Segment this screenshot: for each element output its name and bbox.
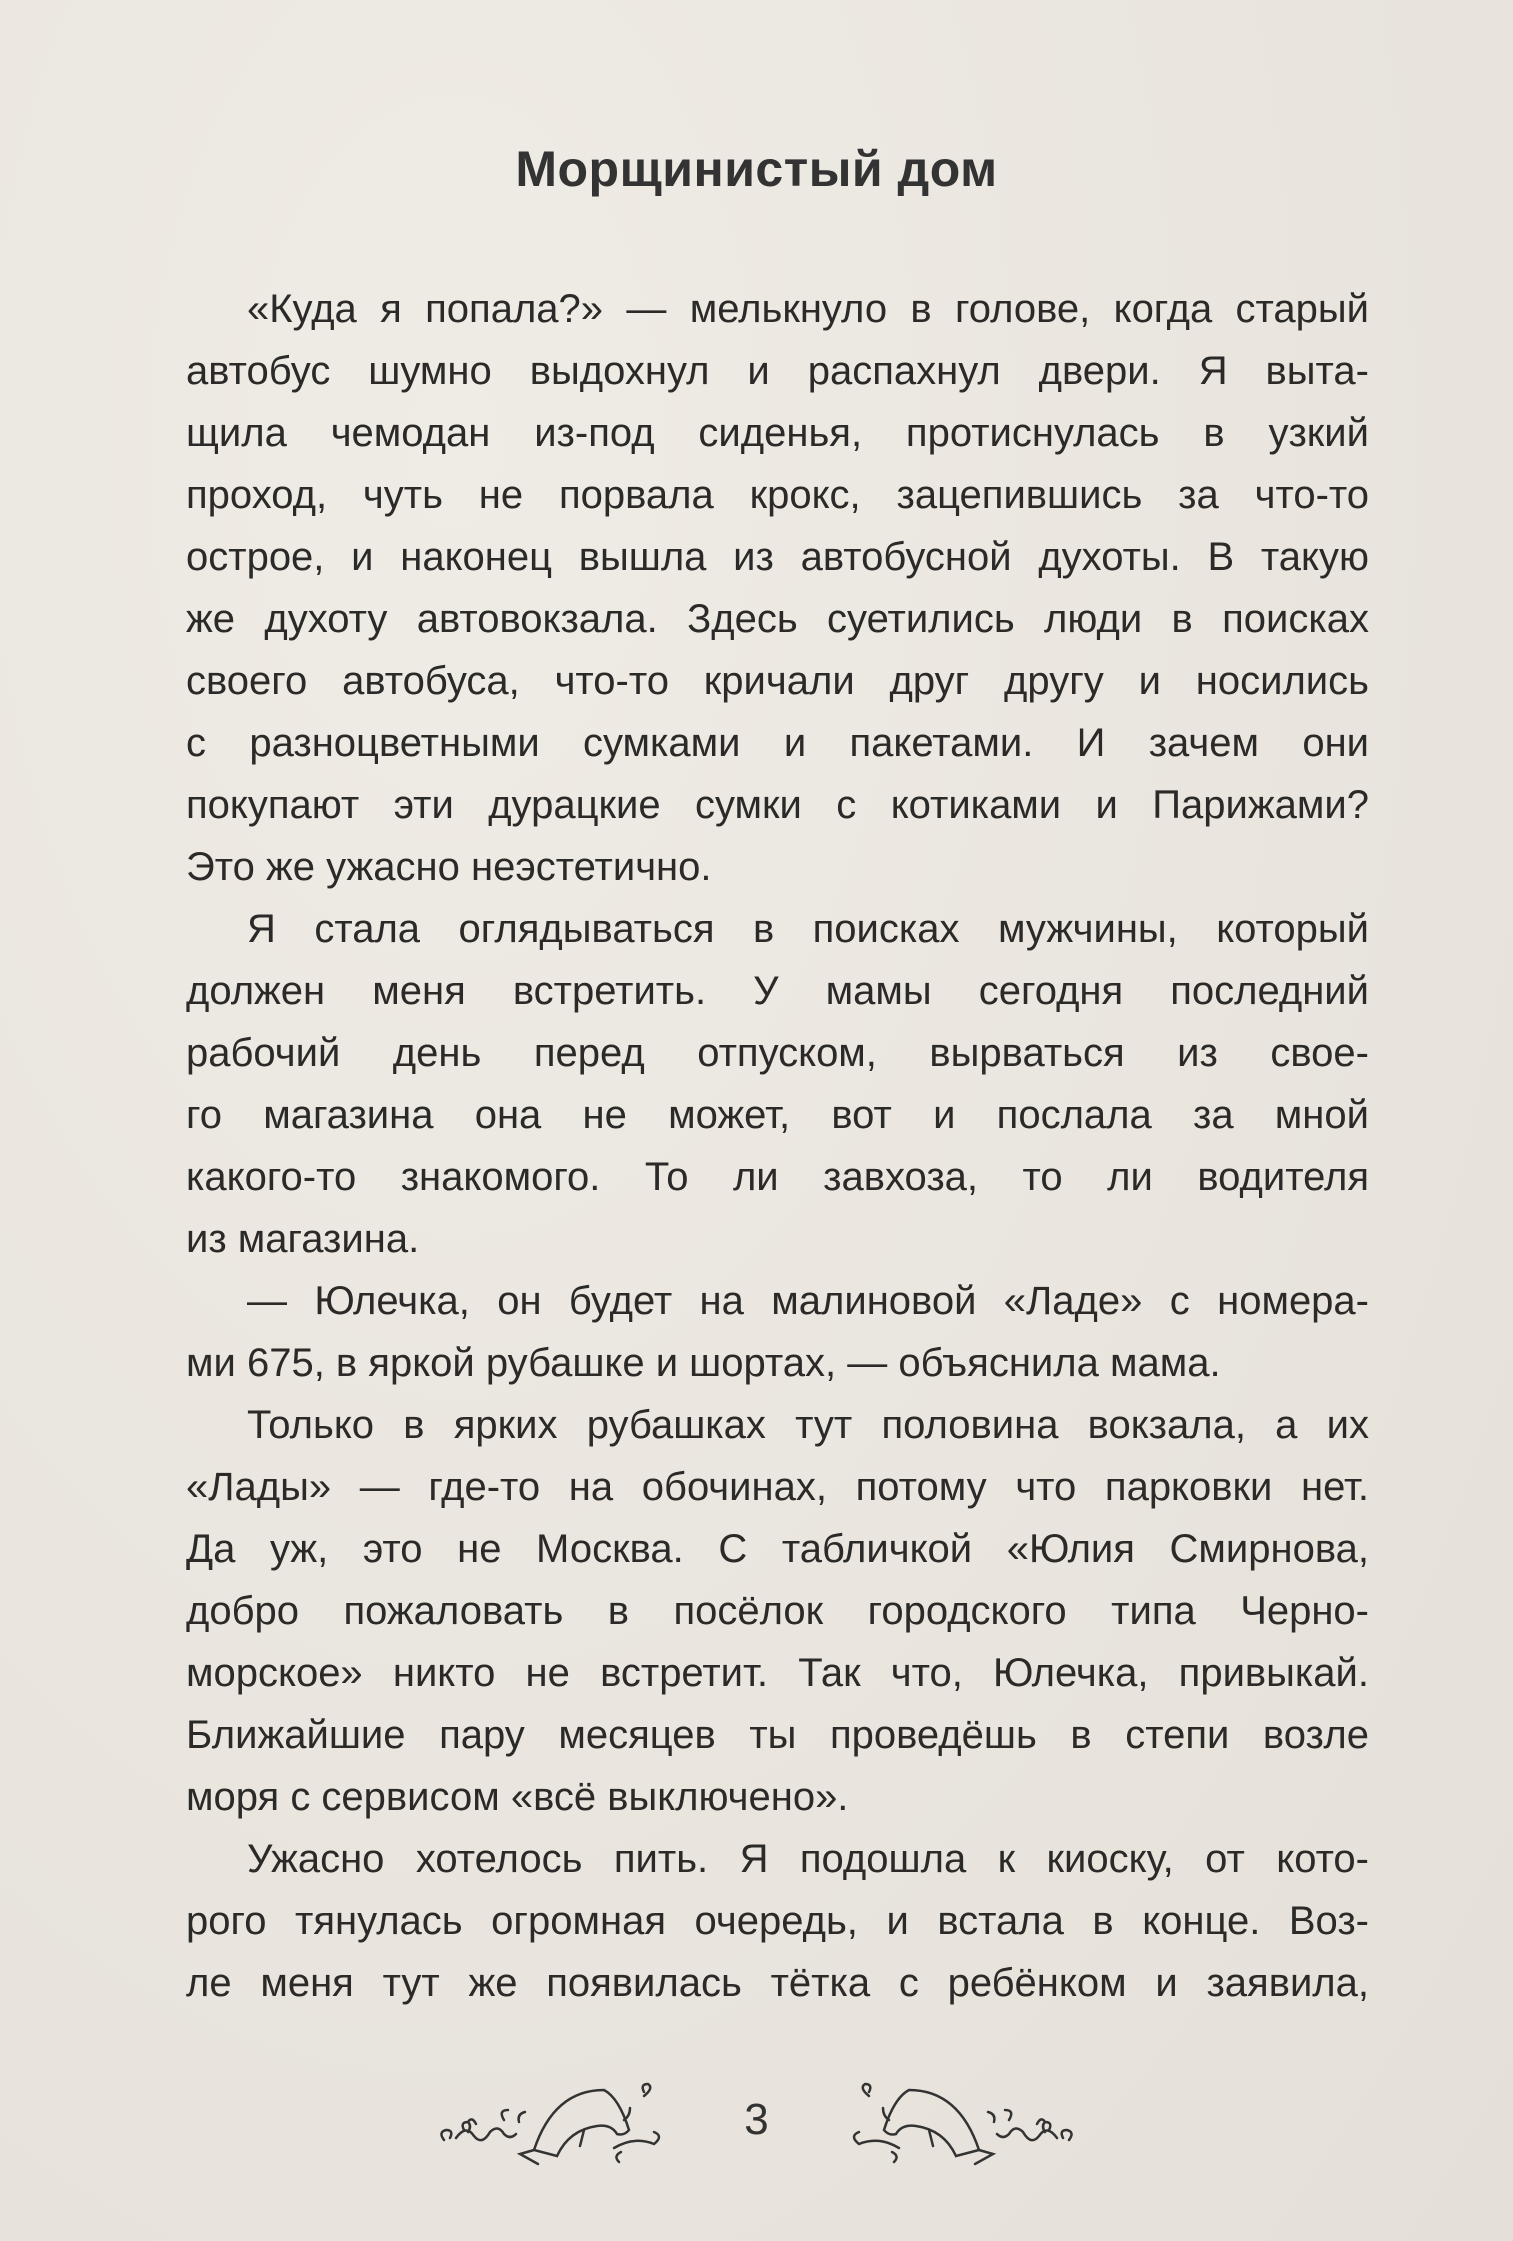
text-line: Это же ужасно неэстетично. — [186, 845, 712, 889]
text-line: Только в ярких рубашках тут половина вокзала, а их — [247, 1403, 1369, 1447]
text-line: морское» никто не встретит. Так что, Юлечка, привыкай. — [186, 1651, 1369, 1695]
text-line: из магазина. — [186, 1217, 420, 1261]
text-line: же духоту автовокзала. Здесь суетились люди в поисках — [186, 597, 1369, 641]
text-line: с разноцветными сумками и пакетами. И зачем они — [186, 721, 1369, 765]
text-line: проход, чуть не порвала крокс, зацепившись за что-то — [186, 473, 1369, 517]
text-line: Ужасно хотелось пить. Я подошла к киоску, от кото- — [247, 1837, 1369, 1881]
text-line: Да уж, это не Москва. С табличкой «Юлия Смирнова, — [186, 1527, 1369, 1571]
chapter-title: Морщинистый дом — [515, 141, 998, 197]
text-line: рого тянулась огромная очередь, и встала в конце. Воз- — [186, 1899, 1369, 1943]
text-line: Ближайшие пару месяцев ты проведёшь в степи возле — [186, 1713, 1369, 1757]
text-line: рабочий день перед отпуском, вырваться из свое- — [186, 1031, 1369, 1075]
text-line: ле меня тут же появилась тётка с ребёнком и заявила, — [186, 1961, 1369, 2005]
text-line: покупают эти дурацкие сумки с котиками и Парижами? — [186, 783, 1369, 827]
text-line: своего автобуса, что-то кричали друг другу и носились — [186, 659, 1369, 703]
text-line: должен меня встретить. У мамы сегодня последний — [186, 969, 1369, 1013]
text-line: добро пожаловать в посёлок городского типа Черно- — [186, 1589, 1369, 1633]
text-line: острое, и наконец вышла из автобусной духоты. В такую — [186, 535, 1369, 579]
dolphin-ornament-left-icon — [434, 2070, 704, 2170]
text-line: Я стала оглядываться в поисках мужчины, который — [247, 907, 1369, 951]
body-text — [186, 278, 1369, 2014]
text-line: «Лады» — где-то на обочинах, потому что парковки нет. — [186, 1465, 1369, 1509]
text-line: ми 675, в яркой рубашке и шортах, — объяснила мама. — [186, 1341, 1221, 1385]
text-line: — Юлечка, он будет на малиновой «Ладе» с номера- — [247, 1279, 1369, 1323]
text-line: го магазина она не может, вот и послала за мной — [186, 1093, 1369, 1137]
page-footer — [0, 2070, 1513, 2170]
text-line: щила чемодан из-под сиденья, протиснулась в узкий — [186, 411, 1369, 455]
text-line: «Куда я попала?» — мелькнуло в голове, когда старый — [247, 287, 1369, 331]
page-number: 3 — [744, 2095, 769, 2144]
text-line: моря с сервисом «всё выключено». — [186, 1775, 849, 1819]
text-line: какого-то знакомого. То ли завхоза, то ли водителя — [186, 1155, 1369, 1199]
text-line: автобус шумно выдохнул и распахнул двери. Я выта- — [186, 349, 1369, 393]
dolphin-ornament-right-icon — [809, 2070, 1079, 2170]
